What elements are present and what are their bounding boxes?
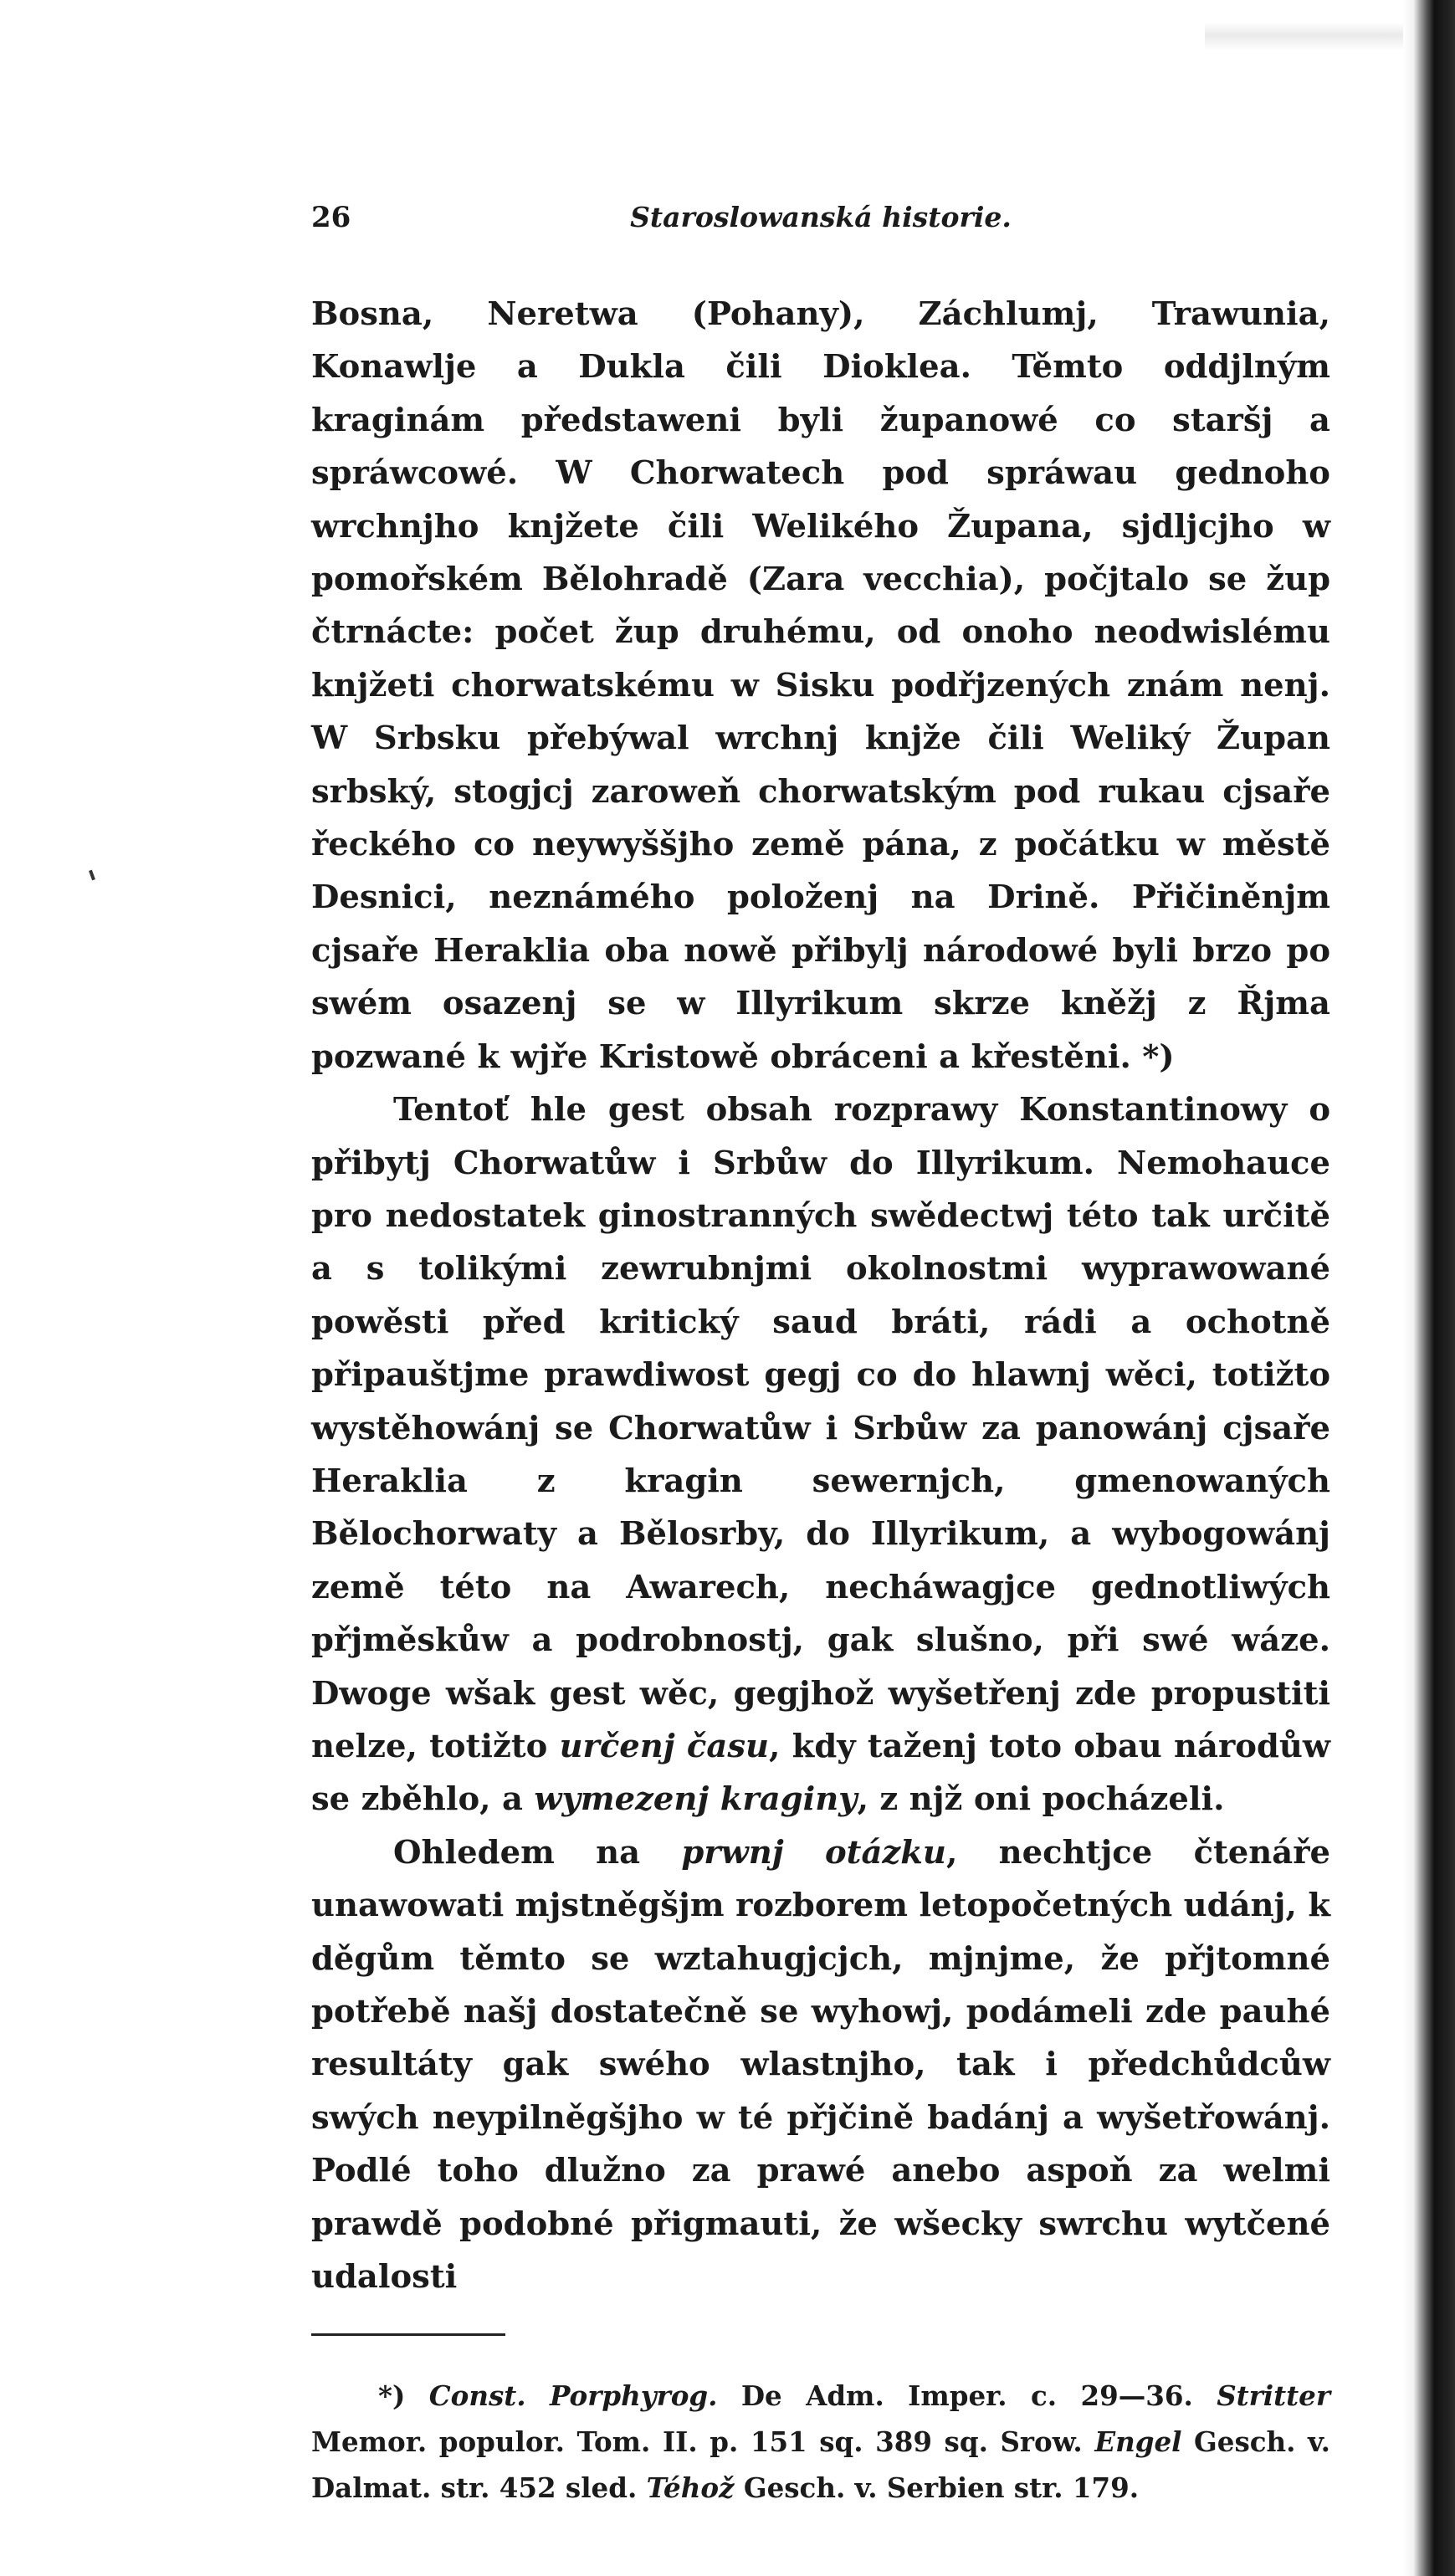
paragraph-2-text-cont: , kdy taženj toto obau národůw se zběhlo, a xyxy=(311,1727,1330,1819)
footnote-ref-stritter: Stritter xyxy=(1217,2379,1330,2413)
scan-edge-shadow xyxy=(1403,0,1455,2576)
emphasis-territory: wymezenj kraginy xyxy=(534,1780,858,1819)
page-number: 26 xyxy=(311,201,351,234)
paragraph-1-text: Bosna, Neretwa (Pohany), Záchlumj, Trawunia, Konawlje a Dukla čili Dioklea. Těmto oddjlným kraginám předstaweni byli županowé co staršj a spráwcowé. W Chorwatech pod spráwau gednoho wrchnjho knjžete čili Welikého Župana, sjdljcjho w pomořském Bělohradě (Zara vecchia), počjtalo se žup čtrnácte: počet žup druhému, od onoho neodwislému knjžeti chorwatskému w Sisku podřjzených znám nenj. W Srbsku přebýwal wrchnj knjže čili Weliký Župan srbský, stogjcj zaroweň chorwatským pod rukau cjsaře řeckého co neywyššjho země pána, z počátku w městě Desnici, neznámého položenj na Drině. Přičiněnjm cjsaře Heraklia oba nowě přibylj národowé byli brzo po swém osazenj se w Illyrikum skrze kněžj z Řjma pozwané k wjře Kristowě obráceni a křestěni. *) xyxy=(311,295,1330,1076)
margin-mark xyxy=(89,870,95,881)
book-page xyxy=(311,201,1330,2511)
running-title: Staroslowanská historie. xyxy=(630,201,1012,233)
footnote-text-end: Gesch. v. Serbien str. 179. xyxy=(734,2471,1140,2505)
paragraph-3 xyxy=(311,1826,1330,2304)
footnote-ref-tehoz: Téhož xyxy=(646,2471,735,2505)
footnote xyxy=(311,2373,1330,2511)
footnote-text: De Adm. Imper. c. 29—36. xyxy=(717,2379,1217,2413)
emphasis-time: určenj času xyxy=(559,1727,769,1765)
paragraph-2-text: Tentoť hle gest obsah rozprawy Konstantinowy o přibytj Chorwatůw i Srbůw do Illyrikum. Nemohauce pro nedostatek ginostranných swědectwj této tak určitě a s tolikými zewrubnjmi okolnostmi wyprawowané powěsti před kritický saud bráti, rádi a ochotně připauštjme prawdiwost gegj co do hlawnj wěci, totižto wystěhowánj se Chorwatůw i Srbůw za panowánj cjsaře Heraklia z kragin sewernjch, gmenowaných Bělochorwaty a Bělosrby, do Illyrikum, a wybogowánj země této na Awarech, necháwagjce gednotliwých přjměskůw a podrobnostj, gak slušno, při swé wáze. Dwoge wšak gest wěc, gegjhož wyšetřenj zde propustiti nelze, totižto xyxy=(311,1091,1330,1765)
footnote-ref-porphyrog: Const. Porphyrog. xyxy=(428,2379,718,2413)
emphasis-first-question: prwnj otázku xyxy=(681,1833,946,1872)
paragraph-2-text-end: , z njž oni pocházeli. xyxy=(857,1780,1225,1819)
running-head xyxy=(311,201,1330,251)
paragraph-2 xyxy=(311,1083,1330,1826)
paragraph-3-text-cont: , nechtjce čtenáře unawowati mjstněgšjm rozborem letopočetných udánj, k děgům těmto se wztahugjcjch, mjnjme, že přjtomné potřebě našj dostatečně se wyhowj, podámeli zde pauhé resultáty gak swého wlastnjho, tak i předchůdcůw swých neypilněgšjho w té přjčině badánj a wyšetřowánj. Podlé toho dlužno za prawé anebo aspoň za welmi prawdě podobné přigmauti, že wšecky swrchu wytčené udalosti xyxy=(311,1833,1330,2297)
paragraph-1 xyxy=(311,288,1330,1083)
footnote-divider xyxy=(311,2333,505,2336)
body-text xyxy=(311,288,1330,2303)
footnote-text-cont2: Gesch. v. Dalmat. str. 452 sled. xyxy=(311,2425,1330,2505)
footnote-marker: *) xyxy=(378,2379,429,2413)
footnote-text-cont: Memor. populor. Tom. II. p. 151 sq. 389 sq. Srow. xyxy=(311,2425,1095,2459)
paragraph-3-text: Ohledem na xyxy=(393,1833,682,1872)
footnote-ref-engel: Engel xyxy=(1094,2425,1182,2459)
